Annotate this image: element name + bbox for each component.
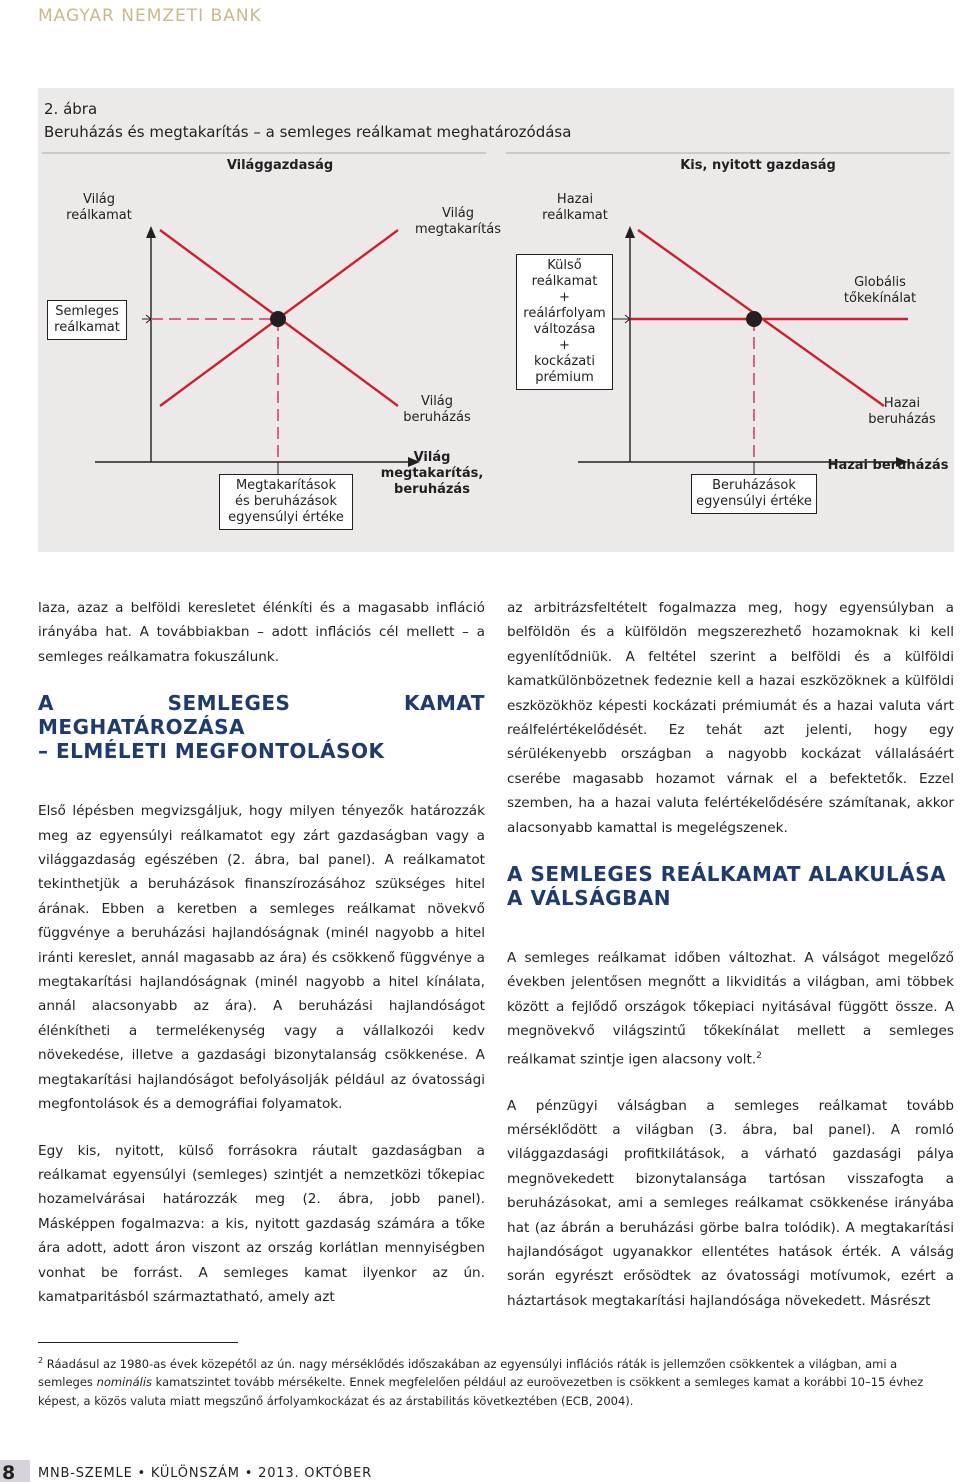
left-column — [38, 596, 485, 1309]
footnote — [38, 1352, 954, 1410]
axis-left-line-2: megtakarítás, — [380, 466, 484, 481]
footnote-italic: nominális — [96, 1375, 153, 1390]
figure-caption: Beruházás és megtakarítás – a semleges reálkamat meghatározódása — [44, 123, 572, 141]
global-line-1: Globális — [854, 275, 906, 290]
right-heading — [507, 862, 954, 910]
right-paragraph-3: A pénzügyi válságban a semleges reálkamat tovább mérséklődött a világban (3. ábra, bal panel). A romló világgazdasági profitkilátások, a várható gazdasági pálya megnövekedett bizonytalansága tartósan visszafogta a beruházásokat, ami a semleges reálkamat csökkenése irányába hat (az ábrán a beruházási görbe balra tolódik). A megtakarítási hajlandóságot ugyanakkor ellentétes hatások érték. A válság során egyrészt erősödtek az óvatossági motívumok, ezért a háztartások megtakarítási hajlandósága növekedett. Másrészt — [507, 1097, 954, 1309]
neutral-rate-box — [47, 300, 127, 340]
left-axes — [95, 226, 420, 467]
right-paragraph-2 — [507, 946, 954, 1072]
footnote-text-1: Ráadásul az 1980-as évek közepétől az ún. nagy mérséklődés időszakában az egyensúlyi inflációs ráták is jellemzően csökkentek a világban, ami a semleges — [38, 1356, 898, 1390]
left-equilibrium-point — [270, 311, 286, 327]
right-heading-line-2: A VÁLSÁGBAN — [507, 886, 672, 911]
global-capital-label — [810, 275, 950, 307]
world-saving-label — [398, 206, 518, 238]
left-paragraph-1: laza, azaz a belföldi keresletet élénkíti és a magasabb infláció irányába hat. A továbbiakban – adott inflációs cél mellett – a semleges reálkamatra fokuszálunk. — [38, 600, 485, 665]
external-rate-box — [516, 254, 613, 390]
ext-line-7: kockázati — [534, 354, 595, 369]
home-rate-line-1: Hazai — [556, 192, 594, 207]
footnote-number: 2 — [38, 1356, 44, 1365]
global-line-2: tőkekínálat — [843, 291, 917, 306]
world-investment-label — [382, 394, 492, 426]
left-heading-line-1: A SEMLEGES KAMAT MEGHATÁROZÁSA — [38, 691, 485, 740]
journal-name: MNB-SZEMLE • KÜLÖNSZÁM • 2013. OKTÓBER — [38, 1466, 372, 1481]
page-number: 8 — [2, 1462, 16, 1482]
ext-line-5: változása — [533, 322, 596, 337]
ext-line-6: + — [559, 338, 570, 353]
axis-left-line-3: beruházás — [394, 482, 470, 497]
world-saving-line-1: Világ — [441, 206, 475, 221]
bank-header: MAGYAR NEMZETI BANK — [38, 6, 262, 26]
axis-left-line-1: Világ — [413, 450, 451, 465]
neutral-line-2: reálkamat — [54, 320, 120, 335]
home-invest-line-1: Hazai — [883, 396, 921, 411]
neutral-line-1: Semleges — [55, 304, 119, 319]
figure-number: 2. ábra — [44, 100, 98, 118]
left-panel-title: Világgazdaság — [226, 158, 334, 173]
ext-line-4: reálárfolyam — [523, 306, 606, 321]
footnote-ref: 2 — [756, 1050, 762, 1061]
right-axes — [578, 226, 908, 467]
ext-line-2: reálkamat — [531, 274, 598, 289]
world-rate-label — [44, 192, 154, 224]
home-rate-label — [520, 192, 630, 224]
left-paragraph-3: Egy kis, nyitott, külső forrásokra ráutalt gazdaságban a reálkamat egyensúlyi (semleges) szintjét a nemzetközi tőkepiac hozamelvárásai határozzák meg (2. ábra, jobb panel). Másképpen fogalmazva: a kis, nyitott gazdaság számára a tőke ára adott, adott áron viszont az ország korlátlan mennyiségben vonhat be forrást. A semleges kamat ilyenkor az ún. kamatparitásból származtatható, amely azt — [38, 1142, 485, 1305]
world-saving-line-2: megtakarítás — [414, 222, 502, 237]
home-invest-line-2: beruházás — [868, 412, 936, 427]
left-axis-label — [372, 450, 492, 498]
right-paragraph-1: az arbitrázsfeltételt fogalmazza meg, hogy egyensúlyban a belföldön és a külföldön megszerezhető hozamoknak ki kell egyenlítődniük. A feltétel szerint a belföldi és a külföldi kamatkülönbözetnek fedeznie kell a hazai eszközöknek a külföldi eszközökhöz képesti kockázati prémiumát és a hazai valuta várt reálfelértékelődését. Ez tehát azt jelenti, hogy egy sérülékenyebb országban a nagyobb kockázat vállalásáért cserébe magasabb hozamot várnak el a befektetők. Ezzel szemben, ha a hazai valuta felértékelődésére számítanak, akkor alacsonyabb kamattal is megelégszenek. — [507, 600, 954, 836]
home-investment-label — [852, 396, 952, 428]
right-heading-line-1: A SEMLEGES REÁLKAMAT ALAKULÁSA — [507, 862, 947, 887]
world-rate-line-2: reálkamat — [66, 208, 132, 223]
eq-left-line-1: Megtakarítások — [235, 478, 337, 493]
world-rate-line-1: Világ — [82, 192, 116, 207]
right-panel-title: Kis, nyitott gazdaság — [680, 158, 836, 173]
home-rate-line-2: reálkamat — [542, 208, 608, 223]
footnote-text-2: kamatszintet tovább mérsékelte. Ennek megfelelően például az euroövezetben is csökkent a semleges kamat a korábbi 10–15 évhez képest, a közös valuta miatt megszűnő árfolyamkockázat és az árstabilitás következtében (ECB, 2004). — [38, 1375, 924, 1408]
right-equilibrium-point — [746, 311, 762, 327]
footnote-rule — [38, 1342, 238, 1343]
left-heading-line-2: – ELMÉLETI MEGFONTOLÁSOK — [38, 739, 385, 764]
left-paragraph-2: Első lépésben megvizsgáljuk, hogy milyen tényezők határozzák meg az egyensúlyi reálkamatot egy zárt gazdaságban vagy a világgazdaság egészében (2. ábra, bal panel). A reálkamatot tekinthetjük a beruházások finanszírozásához szükséges hitel árának. Ebben a keretben a semleges reálkamat növekvő függvénye a beruházási hajlandóságnak (minél nagyobb a hitel iránti kereslet, annál magasabb az ára) és csökkenő függvénye a megtakarítási hajlandóságnak (minél nagyobb a hitel kínálata, annál alacsonyabb az ára). A beruházási hajlandóságot élénkítheti a termelékenység vagy a vállalkozói kedv növekedése, illetve a gazdasági bizonytalanság csökkenése. A megtakarítási hajlandóságot befolyásolják például az óvatossági megfontolások és a demográfiai folyamatok. — [38, 803, 485, 1113]
eq-right-line-1: Beruházások — [712, 478, 796, 493]
left-heading — [38, 691, 485, 763]
eq-left-line-3: egyensúlyi értéke — [228, 510, 344, 525]
left-equilibrium-box — [219, 474, 353, 530]
ext-line-1: Külső — [547, 258, 582, 273]
eq-right-line-2: egyensúlyi értéke — [696, 494, 812, 509]
right-axis-label: Hazai beruházás — [827, 458, 949, 473]
world-invest-line-1: Világ — [420, 394, 454, 409]
ext-line-3: + — [559, 290, 570, 305]
eq-left-line-2: és beruházások — [235, 494, 337, 509]
ext-line-8: prémium — [535, 370, 594, 385]
world-invest-line-2: beruházás — [403, 410, 471, 425]
right-column — [507, 596, 954, 1313]
right-paragraph-2-text: A semleges reálkamat időben változhat. A válságot megelőző években jelentősen megnőtt a likviditás a világban, ami többek között a fejlődő országok tőkepiaci nyitásával függött össze. A megnövekvő világszintű tőkekínálat mellett a semleges reálkamat szintje igen alacsony volt. — [507, 950, 954, 1068]
right-equilibrium-box — [691, 474, 817, 514]
